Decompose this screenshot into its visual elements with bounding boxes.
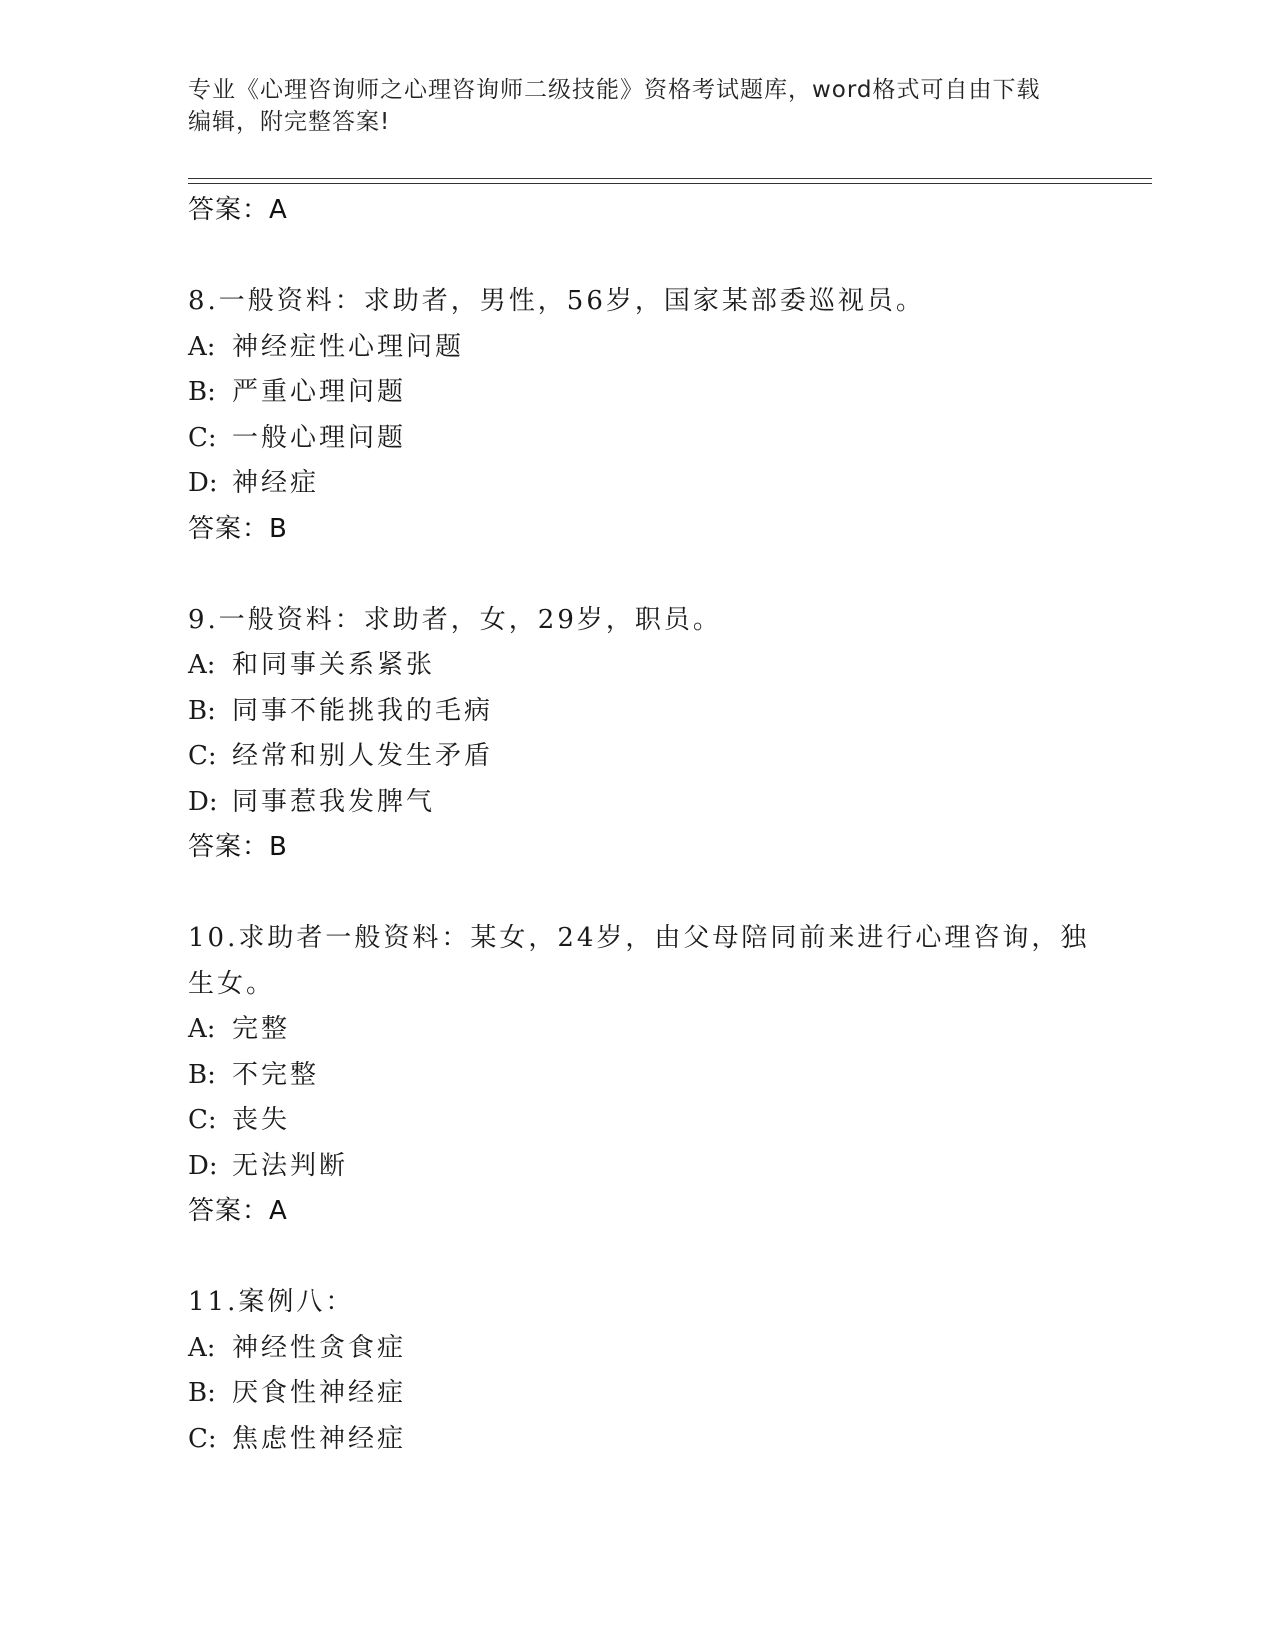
option-text: 神经症性心理问题 xyxy=(232,331,465,362)
option-d xyxy=(188,1144,1128,1190)
option-text: 不完整 xyxy=(232,1059,320,1090)
option-text: 完整 xyxy=(232,1014,291,1044)
option-label: A: xyxy=(188,1014,216,1044)
option-label: D: xyxy=(188,468,218,498)
option-text: 神经性贪食症 xyxy=(232,1332,407,1363)
answer: 答案：B xyxy=(188,832,288,862)
header-divider-top xyxy=(188,178,1152,179)
option-c xyxy=(188,1417,1128,1463)
option-label: B: xyxy=(188,1059,216,1090)
option-label: D: xyxy=(188,1150,218,1181)
option-label: A: xyxy=(188,331,216,362)
previous-answer: 答案：A xyxy=(188,195,288,225)
option-a xyxy=(188,1326,1128,1372)
question-8 xyxy=(188,279,1128,552)
option-label: C: xyxy=(188,1105,217,1135)
option-text: 丧失 xyxy=(232,1105,291,1135)
option-b xyxy=(188,689,1128,735)
option-label: D: xyxy=(188,786,218,817)
option-label: B: xyxy=(188,377,216,407)
option-label: C: xyxy=(188,422,217,453)
spacer xyxy=(188,234,1128,280)
option-label: C: xyxy=(188,1423,217,1454)
option-a xyxy=(188,643,1128,689)
spacer xyxy=(188,871,1128,917)
option-text: 无法判断 xyxy=(232,1150,349,1181)
question-10 xyxy=(188,916,1128,1235)
option-label: C: xyxy=(188,741,217,771)
header-line-2: 编辑，附完整答案! xyxy=(188,109,391,135)
document-header xyxy=(188,74,1088,138)
question-9 xyxy=(188,598,1128,871)
question-stem-line-1: 10.求助者一般资料：某女，24岁，由父母陪同前来进行心理咨询，独 xyxy=(188,923,1090,953)
option-d xyxy=(188,461,1128,507)
option-text: 同事惹我发脾气 xyxy=(232,786,436,817)
option-text: 焦虑性神经症 xyxy=(232,1423,407,1454)
question-list xyxy=(188,188,1128,1462)
option-b xyxy=(188,1371,1128,1417)
option-b xyxy=(188,1053,1128,1099)
option-text: 同事不能挑我的毛病 xyxy=(232,695,494,726)
option-label: A: xyxy=(188,1332,216,1363)
option-b xyxy=(188,370,1128,416)
question-stem: 8.一般资料：求助者，男性，56岁，国家某部委巡视员。 xyxy=(188,286,925,316)
header-divider-bottom xyxy=(188,183,1152,184)
option-label: A: xyxy=(188,650,216,680)
option-text: 厌食性神经症 xyxy=(232,1378,407,1408)
option-a xyxy=(188,325,1128,371)
question-11 xyxy=(188,1280,1128,1462)
option-a xyxy=(188,1007,1128,1053)
answer: 答案：B xyxy=(188,513,288,544)
option-c xyxy=(188,734,1128,780)
spacer xyxy=(188,1235,1128,1281)
option-label: B: xyxy=(188,695,216,726)
question-stem-line-2: 生女。 xyxy=(188,968,276,999)
option-text: 经常和别人发生矛盾 xyxy=(232,741,494,771)
question-stem: 11.案例八： xyxy=(188,1287,355,1317)
option-text: 严重心理问题 xyxy=(232,377,407,407)
header-line-1: 专业《心理咨询师之心理咨询师二级技能》资格考试题库，word格式可自由下载 xyxy=(188,77,1041,103)
spacer xyxy=(188,552,1128,598)
question-stem: 9.一般资料：求助者，女，29岁，职员。 xyxy=(188,604,722,635)
option-d xyxy=(188,780,1128,826)
option-text: 一般心理问题 xyxy=(232,422,407,453)
option-text: 和同事关系紧张 xyxy=(232,650,436,680)
option-c xyxy=(188,1098,1128,1144)
answer: 答案：A xyxy=(188,1196,288,1226)
option-text: 神经症 xyxy=(232,468,320,498)
option-c xyxy=(188,416,1128,462)
option-label: B: xyxy=(188,1378,216,1408)
